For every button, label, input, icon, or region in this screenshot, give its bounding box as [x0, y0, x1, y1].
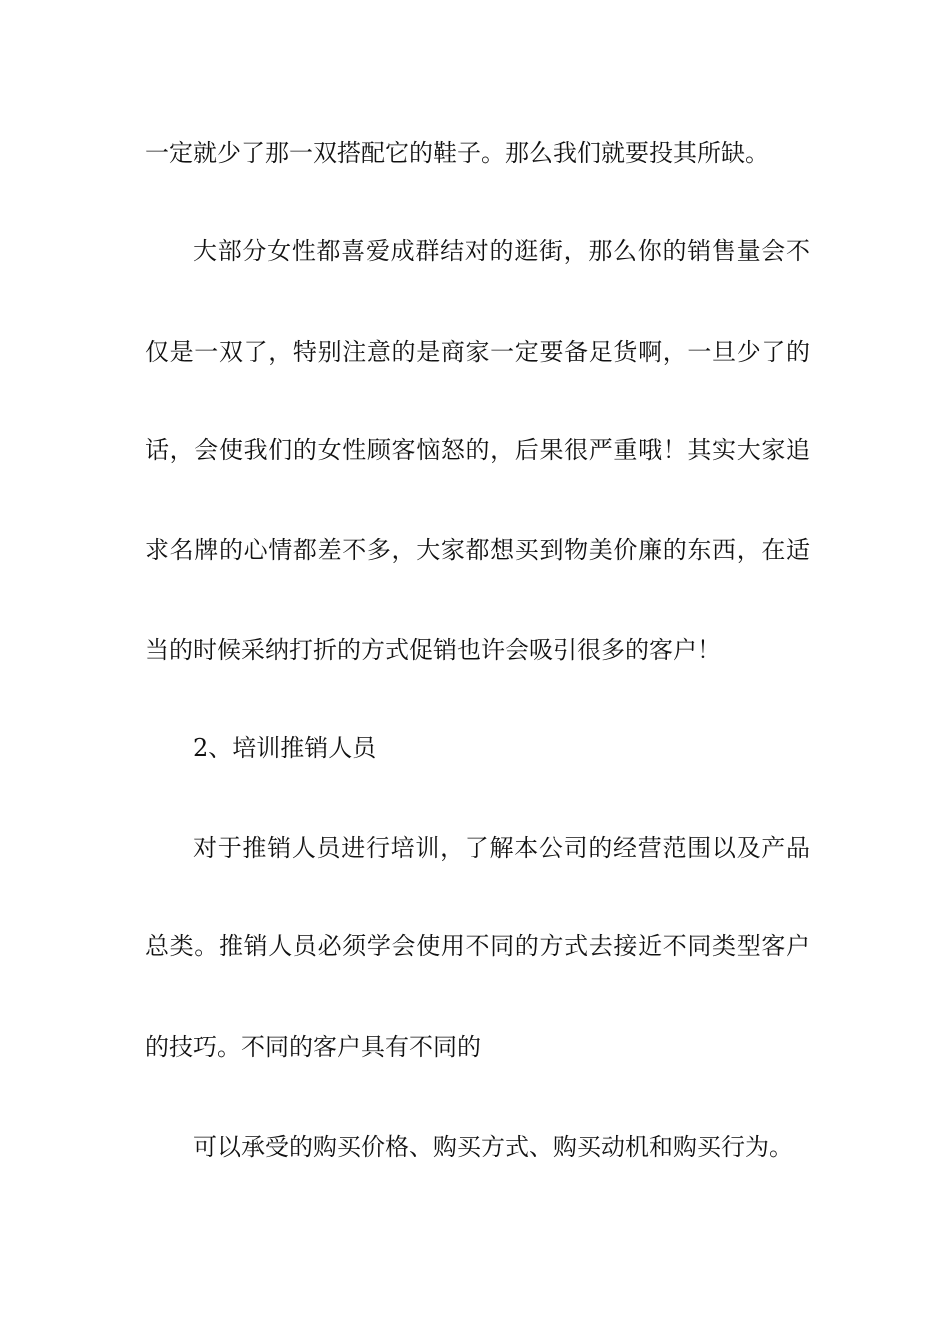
paragraph-start-line: 大部分女性都喜爱成群结对的逛街，那么你的销售量会不 [193, 237, 810, 265]
paragraph-start-line: 可以承受的购买价格、购买方式、购买动机和购买行为。 [193, 1133, 793, 1161]
text-line: 的技巧。不同的客户具有不同的 [145, 1033, 481, 1061]
text-line: 求名牌的心情都差不多，大家都想买到物美价廉的东西，在适 [145, 536, 810, 564]
text-line: 话，会使我们的女性顾客恼怒的，后果很严重哦！其实大家追 [145, 436, 810, 464]
paragraph-start-line: 对于推销人员进行培训，了解本公司的经营范围以及产品 [193, 834, 810, 862]
text-line: 一定就少了那一双搭配它的鞋子。那么我们就要投其所缺。 [145, 139, 769, 167]
text-line: 仅是一双了，特别注意的是商家一定要备足货啊，一旦少了的 [145, 338, 810, 366]
section-heading: 2、培训推销人员 [193, 734, 377, 762]
text-line: 总类。推销人员必须学会使用不同的方式去接近不同类型客户 [145, 932, 810, 960]
text-line: 当的时候采纳打折的方式促销也许会吸引很多的客户！ [145, 636, 721, 664]
